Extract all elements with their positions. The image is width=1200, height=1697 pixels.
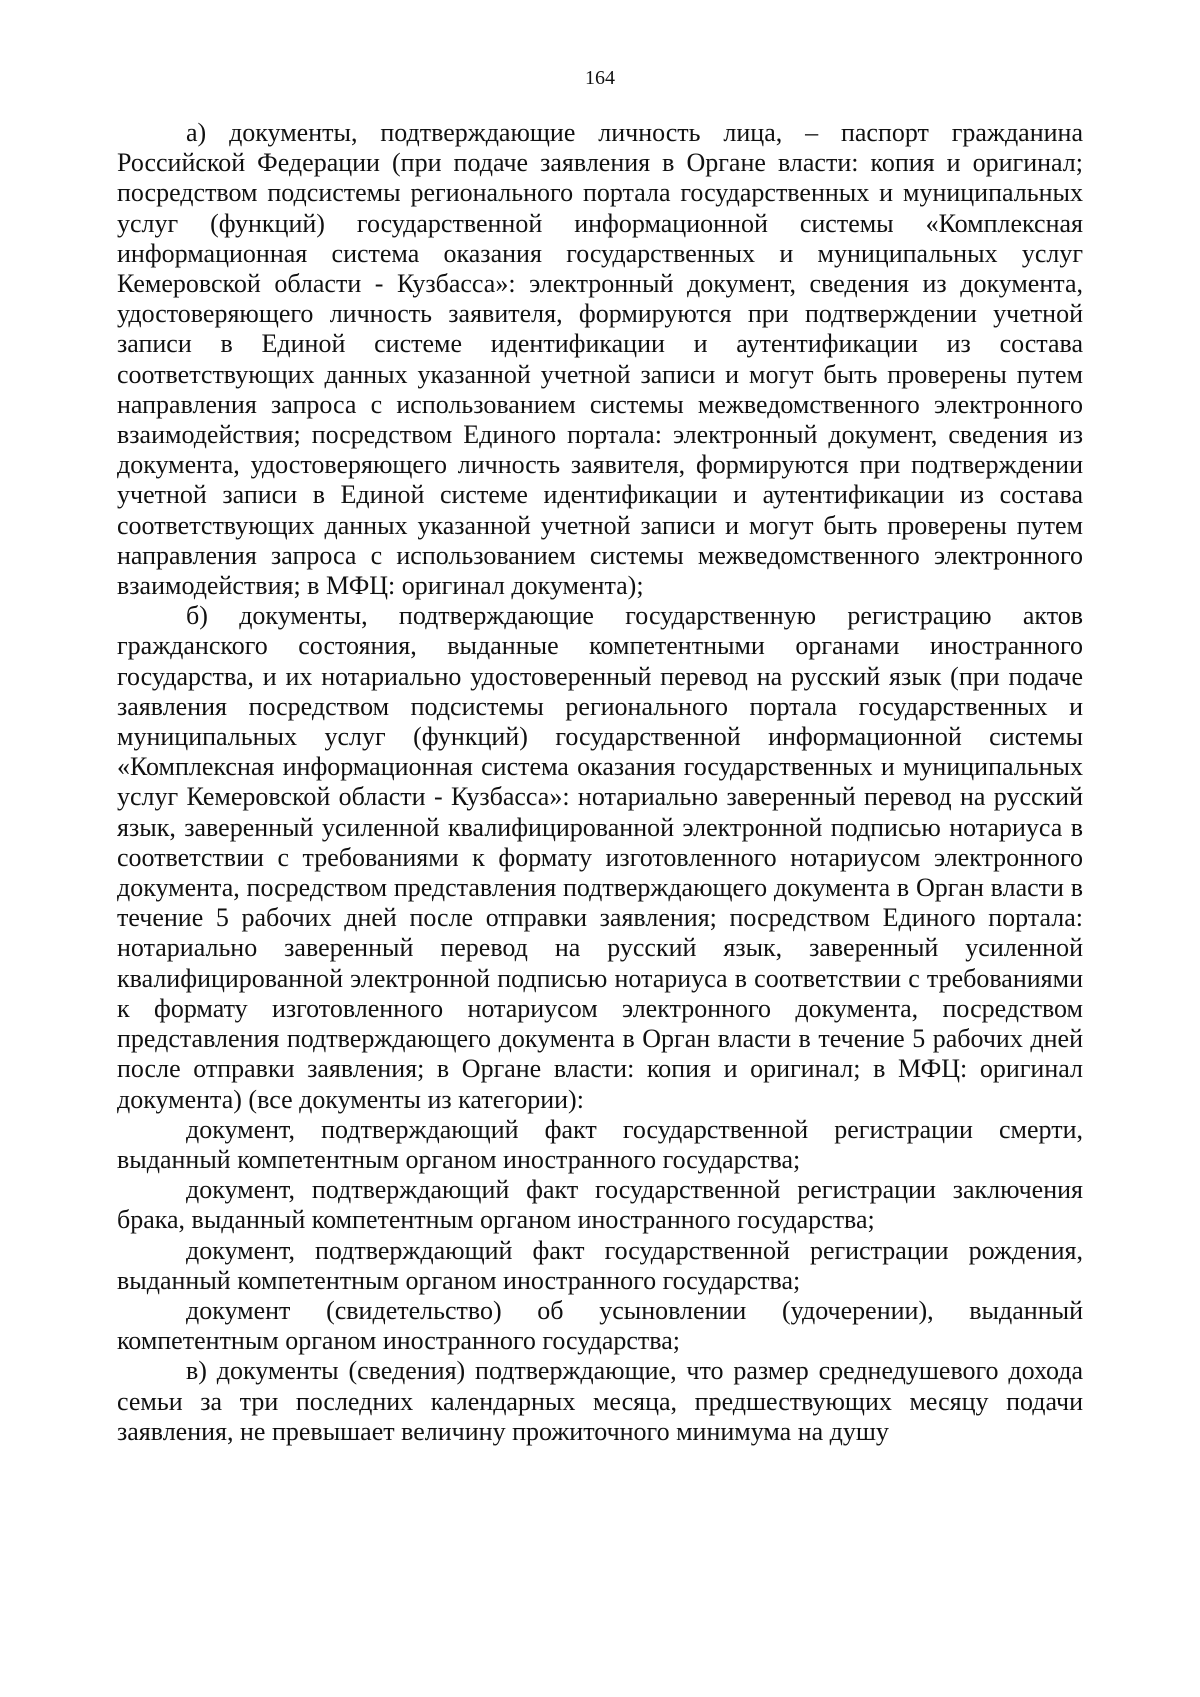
paragraph-c-income-documents: в) документы (сведения) подтверждающие, что размер среднедушевого дохода семьи за три последних календарных месяца, предшествующих месяцу подачи заявления, не превышает величину прожиточного минимума на душу [117, 1356, 1083, 1446]
paragraph-a-identity-documents: а) документы, подтверждающие личность лица, – паспорт гражданина Российской Федерации (при подаче заявления в Органе власти: копия и оригинал; посредством подсистемы регионального портала государственных и муниципальных услуг (функций) государственной информационной системы «Комплексная информационная система оказания государственных и муниципальных услуг Кемеровской области - Кузбасса»: электронный документ, сведения из документа, удостоверяющего личность заявителя, формируются при подтверждении учетной записи в Единой системе идентификации и аутентификации из состава соответствующих данных указанной учетной записи и могут быть проверены путем направления запроса с использованием системы межведомственного электронного взаимодействия; посредством Единого портала: электронный документ, сведения из документа, удостоверяющего личность заявителя, формируются при подтверждении учетной записи в Единой системе идентификации и аутентификации из состава соответствующих данных указанной учетной записи и могут быть проверены путем направления запроса с использованием системы межведомственного электронного взаимодействия; в МФЦ: оригинал документа); [117, 118, 1083, 601]
paragraph-b-civil-status-documents: б) документы, подтверждающие государственную регистрацию актов гражданского состояния, выданные компетентными органами иностранного государства, и их нотариально удостоверенный перевод на русский язык (при подаче заявления посредством подсистемы регионального портала государственных и муниципальных услуг (функций) государственной информационной системы «Комплексная информационная система оказания государственных и муниципальных услуг Кемеровской области - Кузбасса»: нотариально заверенный перевод на русский язык, заверенный усиленной квалифицированной электронной подписью нотариуса в соответствии с требованиями к формату изготовленного нотариусом электронного документа, посредством представления подтверждающего документа в Орган власти в течение 5 рабочих дней после отправки заявления; посредством Единого портала: нотариально заверенный перевод на русский язык, заверенный усиленной квалифицированной электронной подписью нотариуса в соответствии с требованиями к формату изготовленного нотариусом электронного документа, посредством представления подтверждающего документа в Орган власти в течение 5 рабочих дней после отправки заявления; в Органе власти: копия и оригинал; в МФЦ: оригинал документа) (все документы из категории): [117, 601, 1083, 1114]
list-item-death-registration: документ, подтверждающий факт государственной регистрации смерти, выданный компетентным органом иностранного государства; [117, 1114, 1083, 1174]
document-body [117, 118, 1083, 1447]
list-item-adoption-certificate: документ (свидетельство) об усыновлении (удочерении), выданный компетентным органом иностранного государства; [117, 1295, 1083, 1356]
list-item-birth-registration: документ, подтверждающий факт государственной регистрации рождения, выданный компетентным органом иностранного государства; [117, 1235, 1083, 1295]
list-item-marriage-registration: документ, подтверждающий факт государственной регистрации заключения брака, выданный компетентным органом иностранного государства; [117, 1175, 1083, 1235]
page-number: 164 [585, 67, 615, 89]
